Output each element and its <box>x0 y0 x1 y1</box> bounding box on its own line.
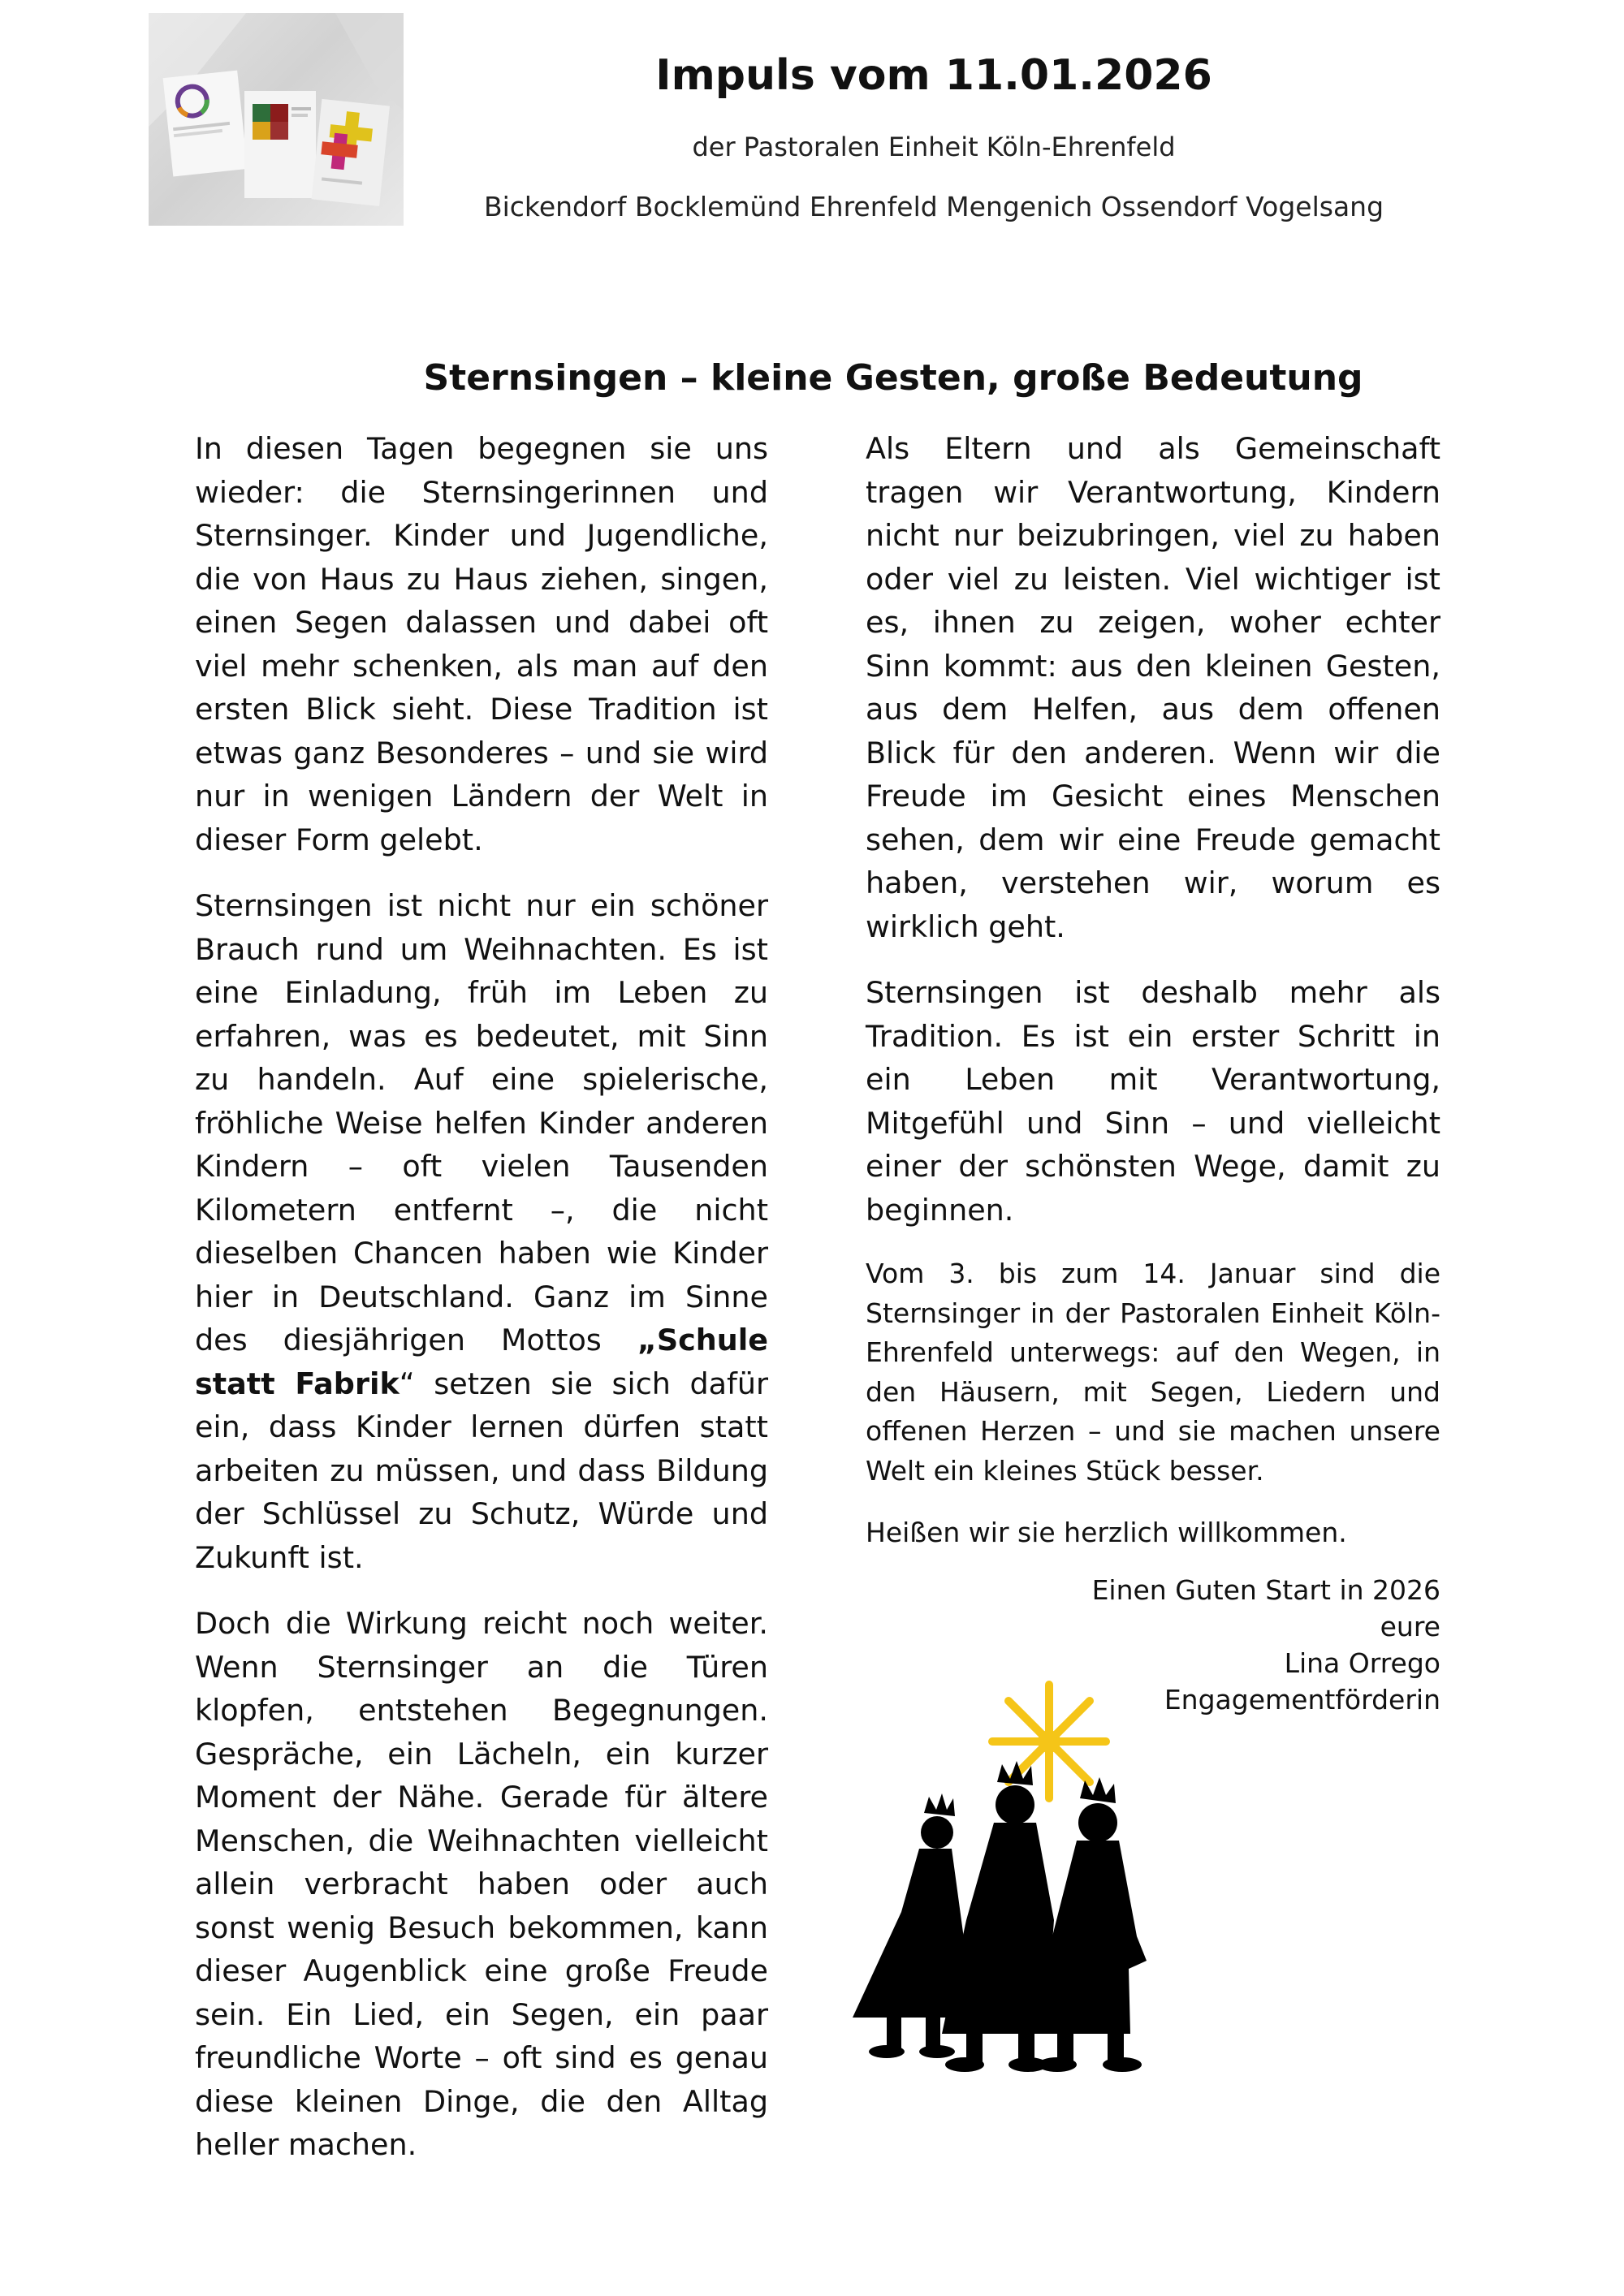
paragraph: Doch die Wirkung reicht noch weiter. Wenn Sternsinger an die Türen klopfen, entstehen Begegnungen. Gespräche, ein Lächeln, ein kurzer Moment der Nähe. Gerade für ältere Menschen, die Weihnachten vielleicht allein verbracht haben oder auch sonst wenig Besuch bekommen, kann dieser Augenblick eine große Freude sein. Ein Lied, ein Segen, ein paar freundliche Worte – oft sind es genau diese kleinen Dinge, die den Alltag heller machen. <box>195 1606 768 2162</box>
star-singers-illustration <box>844 1677 1153 2099</box>
right-column <box>866 427 1440 1718</box>
document-subtitle: der Pastoralen Einheit Köln-Ehrenfeld <box>692 132 1176 162</box>
author-name: Lina Orrego <box>1284 1647 1440 1679</box>
paragraph: In diesen Tagen begegnen sie uns wieder: die Sternsingerinnen und Sternsinger. Kinder und Jugendliche, die von Haus zu Haus ziehen, singen, einen Segen dalassen und dabei oft viel mehr schenken, als man auf den ersten Blick sieht. Diese Tradition ist etwas ganz Besonderes – und sie wird nur in wenigen Ländern der Welt in dieser Form gelebt. <box>195 431 768 857</box>
paragraph-text: Sternsingen ist nicht nur ein schöner Brauch rund um Weihnachten. Es ist eine Einladung, früh im Leben zu erfahren, was es bedeutet, mit Sinn zu handeln. Auf eine spielerische, fröhliche Weise helfen Kinder anderen Kindern – oft vielen Tausenden Kilometern entfernt –, die nicht dieselben Chancen haben wie Kinder hier in Deutschland. Ganz im Sinne des diesjährigen Mottos <box>195 888 768 1357</box>
logo-brochures-photo <box>149 13 404 226</box>
paragraph <box>195 884 768 1579</box>
left-column <box>195 427 768 2190</box>
parish-places: Bickendorf Bocklemünd Ehrenfeld Mengenich Ossendorf Vogelsang <box>483 191 1384 222</box>
author-role: Engagementförderin <box>1164 1684 1440 1716</box>
document-title: Impuls vom 11.01.2026 <box>655 51 1212 100</box>
signoff-greeting: Einen Guten Start in 2026 <box>1091 1574 1440 1606</box>
paragraph: Als Eltern und als Gemeinschaft tragen wir Verantwortung, Kindern nicht nur beizubringen, viel zu haben oder viel zu leisten. Viel wichtiger ist es, ihnen zu zeigen, woher echter Sinn kommt: aus den kleinen Gesten, aus dem Helfen, aus dem offenen Blick für den anderen. Wenn wir die Freude im Gesicht eines Menschen sehen, dem wir eine Freude gemacht haben, verstehen wir, worum es wirklich geht. <box>866 431 1440 944</box>
motto-text: „Schule statt Fabrik <box>195 1323 768 1401</box>
brochures-image <box>149 13 404 226</box>
paragraph-text: “ setzen sie sich dafür ein, dass Kinder lernen dürfen statt arbeiten zu müssen, und dass Bildung der Schlüssel zu Schutz, Würde und Zukunft ist. <box>195 1366 768 1575</box>
paragraph-dates: Vom 3. bis zum 14. Januar sind die Sternsinger in der Pastoralen Einheit Köln-Ehrenfeld unterwegs: auf den Wegen, in den Häusern, mit Segen, Liedern und offenen Herzen – und sie machen unsere Welt ein kleines Stück besser. <box>866 1258 1440 1487</box>
signoff-eure: eure <box>1380 1611 1440 1642</box>
article-title: Sternsingen – kleine Gesten, große Bedeutung <box>423 357 1363 399</box>
welcome-line: Heißen wir sie herzlich willkommen. <box>866 1517 1347 1548</box>
paragraph: Sternsingen ist deshalb mehr als Tradition. Es ist ein erster Schritt in ein Leben mit Verantwortung, Mitgefühl und Sinn – und vielleicht einer der schönsten Wege, damit zu beginnen. <box>866 975 1440 1228</box>
three-kings-icon <box>844 1677 1153 2099</box>
